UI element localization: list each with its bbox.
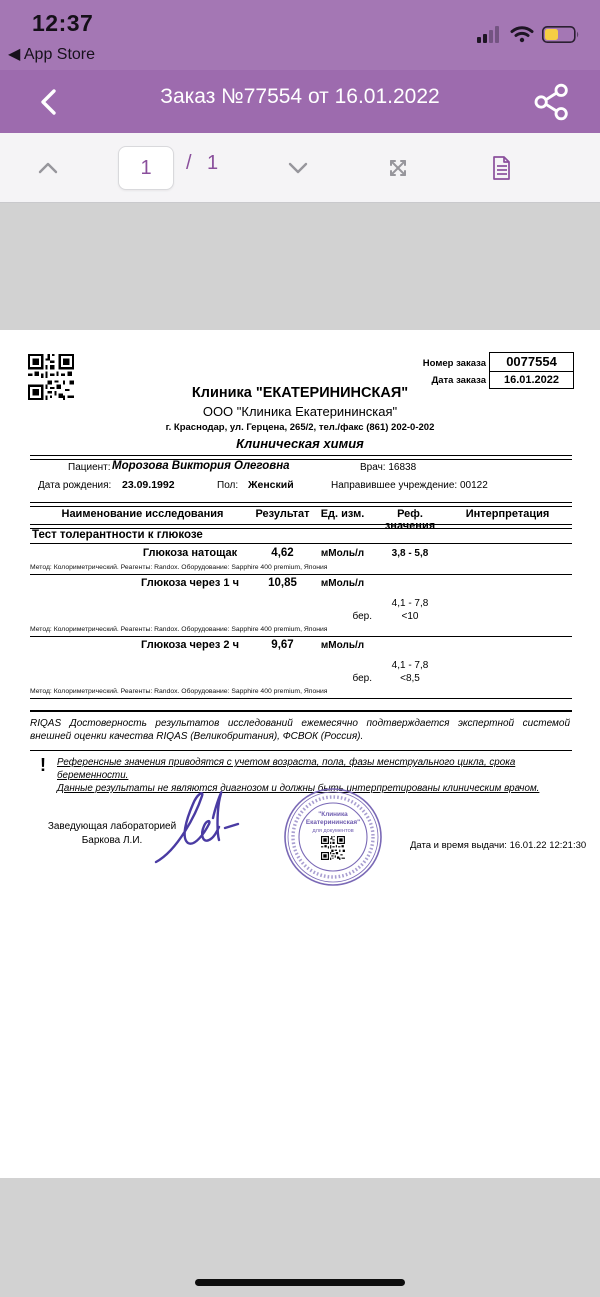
patient-label: Пациент: (68, 462, 111, 473)
pregnancy-ref: <8,5 (400, 673, 420, 684)
status-time: 12:37 (32, 10, 94, 36)
home-indicator[interactable] (195, 1279, 405, 1286)
viewer-background (0, 1178, 600, 1297)
dob-value: 23.09.1992 (122, 479, 175, 491)
divider (30, 574, 572, 575)
fit-to-screen-button[interactable] (376, 133, 420, 202)
sex-value: Женский (248, 479, 294, 491)
pregnancy-ref: <10 (401, 611, 419, 622)
col-header-interpretation: Интерпретация (465, 508, 550, 520)
table-row (30, 547, 572, 559)
pregnancy-label: бер. (352, 611, 372, 622)
order-number-value: 0077554 (489, 352, 574, 372)
clinic-org: ООО "Клиника Екатерининская" (202, 404, 398, 419)
divider (30, 710, 572, 712)
order-date-value: 16.01.2022 (489, 371, 574, 389)
dob-label: Дата рождения: (38, 480, 112, 491)
test-result: 9,67 (271, 639, 294, 651)
note-line: Данные результаты не являются диагнозом и должны быть интерпретированы клиническим врачом. (57, 783, 540, 794)
previous-page-button[interactable] (26, 133, 70, 202)
doctor-code: Врач: 16838 (360, 462, 417, 473)
test-result: 10,85 (268, 577, 297, 589)
test-ref-extra: 4,1 - 7,8 (391, 660, 429, 671)
method-note: Метод: Колориметрический. Реагенты: Randox. Оборудование: Sapphire 400 premium, Япония (30, 688, 328, 695)
clinic-stamp (282, 786, 384, 888)
purple-header-area (0, 0, 600, 133)
col-header-unit: Ед. изм. (320, 508, 365, 520)
issue-datetime: Дата и время выдачи: 16.01.22 12:21:30 (410, 840, 587, 851)
clinic-title: Клиника "ЕКАТЕРИНИНСКАЯ" (191, 385, 409, 401)
divider (30, 750, 572, 751)
sign-title: Заведующая лабораторией (47, 821, 177, 832)
status-icons (477, 26, 580, 43)
test-result: 4,62 (271, 547, 294, 559)
divider (30, 543, 572, 544)
stamp-text-1: "Клиника (318, 811, 348, 818)
test-unit: мМоль/л (320, 640, 365, 651)
pdf-toolbar (0, 133, 600, 203)
referrer-value: Направившее учреждение: 00122 (331, 480, 488, 491)
page-number-input[interactable]: 1 (118, 146, 174, 190)
report-section-title: Клиническая химия (236, 436, 364, 451)
divider (30, 636, 572, 637)
nav-bar (0, 70, 600, 133)
sign-name: Баркова Л.И. (81, 835, 143, 846)
method-note: Метод: Колориметрический. Реагенты: Randox. Оборудование: Sapphire 400 premium, Япония (30, 564, 328, 571)
test-name: Глюкоза через 2 ч (141, 639, 239, 651)
test-unit: мМоль/л (320, 548, 365, 559)
page-total: 1 (207, 152, 219, 174)
divider (30, 698, 572, 699)
status-bar (0, 0, 600, 70)
test-ref-extra: 4,1 - 7,8 (391, 598, 429, 609)
pregnancy-label: бер. (352, 673, 372, 684)
battery-icon (542, 26, 580, 43)
share-button[interactable] (532, 82, 572, 122)
cellular-signal-icon (477, 26, 502, 43)
wifi-icon (510, 26, 534, 43)
divider (30, 502, 572, 507)
table-row (30, 639, 572, 651)
next-page-button[interactable] (276, 133, 320, 202)
sex-label: Пол: (217, 480, 239, 491)
page-separator: / (186, 152, 192, 174)
patient-name: Морозова Виктория Олеговна (112, 460, 290, 472)
note-line: Референсные значения приводятся с учетом возраста, пола, фазы менструального цикла, срока беременности. (57, 757, 516, 781)
order-number-label: Номер заказа (422, 358, 486, 369)
pdf-page[interactable] (0, 330, 600, 1178)
back-to-app-store-link[interactable]: ◀ App Store (8, 46, 96, 63)
exclamation-icon: ! (40, 755, 46, 775)
document-view-button[interactable] (479, 133, 523, 202)
clinic-address: г. Краснодар, ул. Герцена, 265/2, тел./факс (861) 202-0-202 (165, 422, 435, 433)
test-group-title: Тест толерантности к глюкозе (32, 529, 203, 541)
col-header-name: Наименование исследования (61, 508, 224, 520)
test-unit: мМоль/л (320, 578, 365, 589)
test-name: Глюкоза натощак (142, 547, 238, 559)
order-date-label: Дата заказа (431, 375, 486, 386)
stamp-text-3: для документов (312, 828, 354, 834)
test-name: Глюкоза через 1 ч (141, 577, 239, 589)
page-title: Заказ №77554 от 16.01.2022 (160, 85, 440, 108)
method-note: Метод: Колориметрический. Реагенты: Randox. Оборудование: Sapphire 400 premium, Япония (30, 626, 328, 633)
table-row (30, 577, 572, 589)
signature (150, 788, 242, 870)
col-header-ref: Реф. значения (384, 508, 436, 532)
riqas-note: RIQAS Достоверность результатов исследований ежемесячно подтверждается экспертной системой внешней оценки качества RIQAS (Великобритания), ФСВОК (Россия). (30, 718, 570, 742)
stamp-text-2: Екатерининская" (305, 819, 361, 826)
test-ref: 3,8 - 5,8 (391, 548, 429, 559)
col-header-result: Результат (255, 508, 310, 520)
